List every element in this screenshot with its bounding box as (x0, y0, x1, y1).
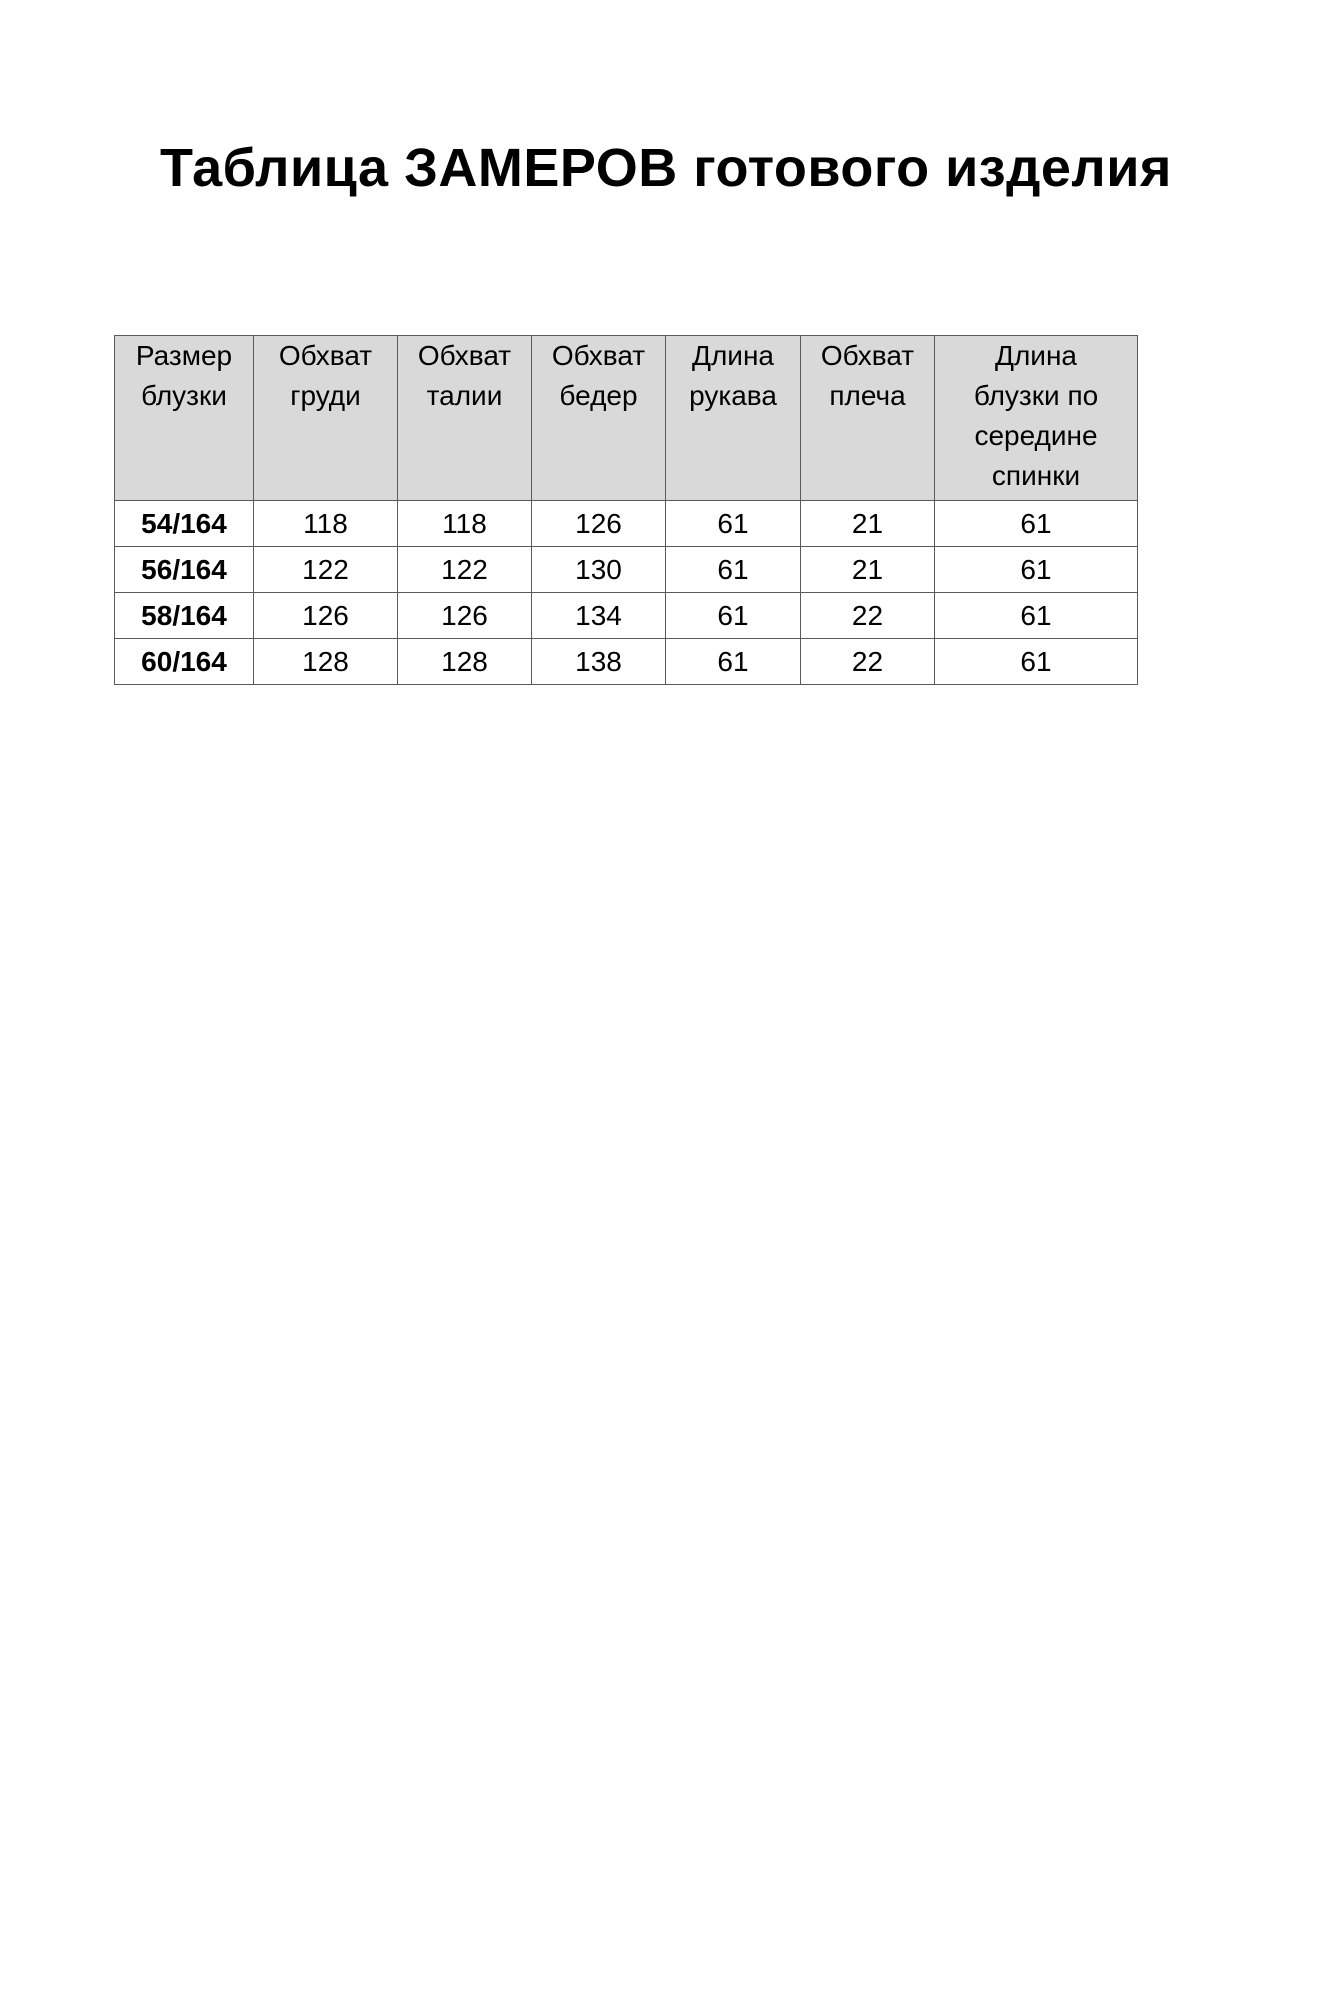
header-line: бедер (559, 380, 638, 411)
chest-cell: 126 (254, 593, 398, 639)
header-line: Размер (135, 340, 233, 371)
table-row (115, 501, 1138, 547)
header-line: середине (974, 420, 1098, 451)
waist-cell: 118 (398, 501, 532, 547)
chest-cell: 118 (254, 501, 398, 547)
header-line: блузки по (973, 380, 1099, 411)
header-sleeve-length (666, 336, 801, 501)
header-line: Обхват (820, 340, 915, 371)
upper-arm-cell: 22 (801, 639, 935, 685)
header-line: Длина (692, 340, 774, 371)
header-hips (532, 336, 666, 501)
page-title: Таблица ЗАМЕРОВ готового изделия (160, 138, 1172, 198)
hips-cell: 130 (532, 547, 666, 593)
back-length-cell: 61 (935, 501, 1138, 547)
header-size (115, 336, 254, 501)
table-header-row (115, 336, 1138, 501)
header-upper-arm (801, 336, 935, 501)
sleeve-length-cell: 61 (666, 501, 801, 547)
header-line: спинки (991, 460, 1081, 491)
header-chest (254, 336, 398, 501)
chest-cell: 128 (254, 639, 398, 685)
waist-cell: 122 (398, 547, 532, 593)
header-line: блузки (141, 380, 227, 411)
header-line: талии (426, 380, 503, 411)
hips-cell: 126 (532, 501, 666, 547)
table-row (115, 547, 1138, 593)
upper-arm-cell: 21 (801, 501, 935, 547)
upper-arm-cell: 22 (801, 593, 935, 639)
hips-cell: 134 (532, 593, 666, 639)
size-cell: 54/164 (115, 501, 254, 547)
size-cell: 58/164 (115, 593, 254, 639)
table-row (115, 639, 1138, 685)
header-back-length (935, 336, 1138, 501)
waist-cell: 128 (398, 639, 532, 685)
upper-arm-cell: 21 (801, 547, 935, 593)
back-length-cell: 61 (935, 639, 1138, 685)
size-cell: 56/164 (115, 547, 254, 593)
sleeve-length-cell: 61 (666, 593, 801, 639)
header-line: Обхват (278, 340, 373, 371)
header-line: груди (290, 380, 361, 411)
chest-cell: 122 (254, 547, 398, 593)
back-length-cell: 61 (935, 547, 1138, 593)
header-line: рукава (689, 380, 777, 411)
table-row (115, 593, 1138, 639)
header-line: Обхват (417, 340, 512, 371)
back-length-cell: 61 (935, 593, 1138, 639)
size-cell: 60/164 (115, 639, 254, 685)
sleeve-length-cell: 61 (666, 547, 801, 593)
sleeve-length-cell: 61 (666, 639, 801, 685)
hips-cell: 138 (532, 639, 666, 685)
header-waist (398, 336, 532, 501)
measurements-table (114, 335, 1138, 685)
header-line: Длина (995, 340, 1077, 371)
header-line: плеча (829, 380, 906, 411)
waist-cell: 126 (398, 593, 532, 639)
header-line: Обхват (551, 340, 646, 371)
